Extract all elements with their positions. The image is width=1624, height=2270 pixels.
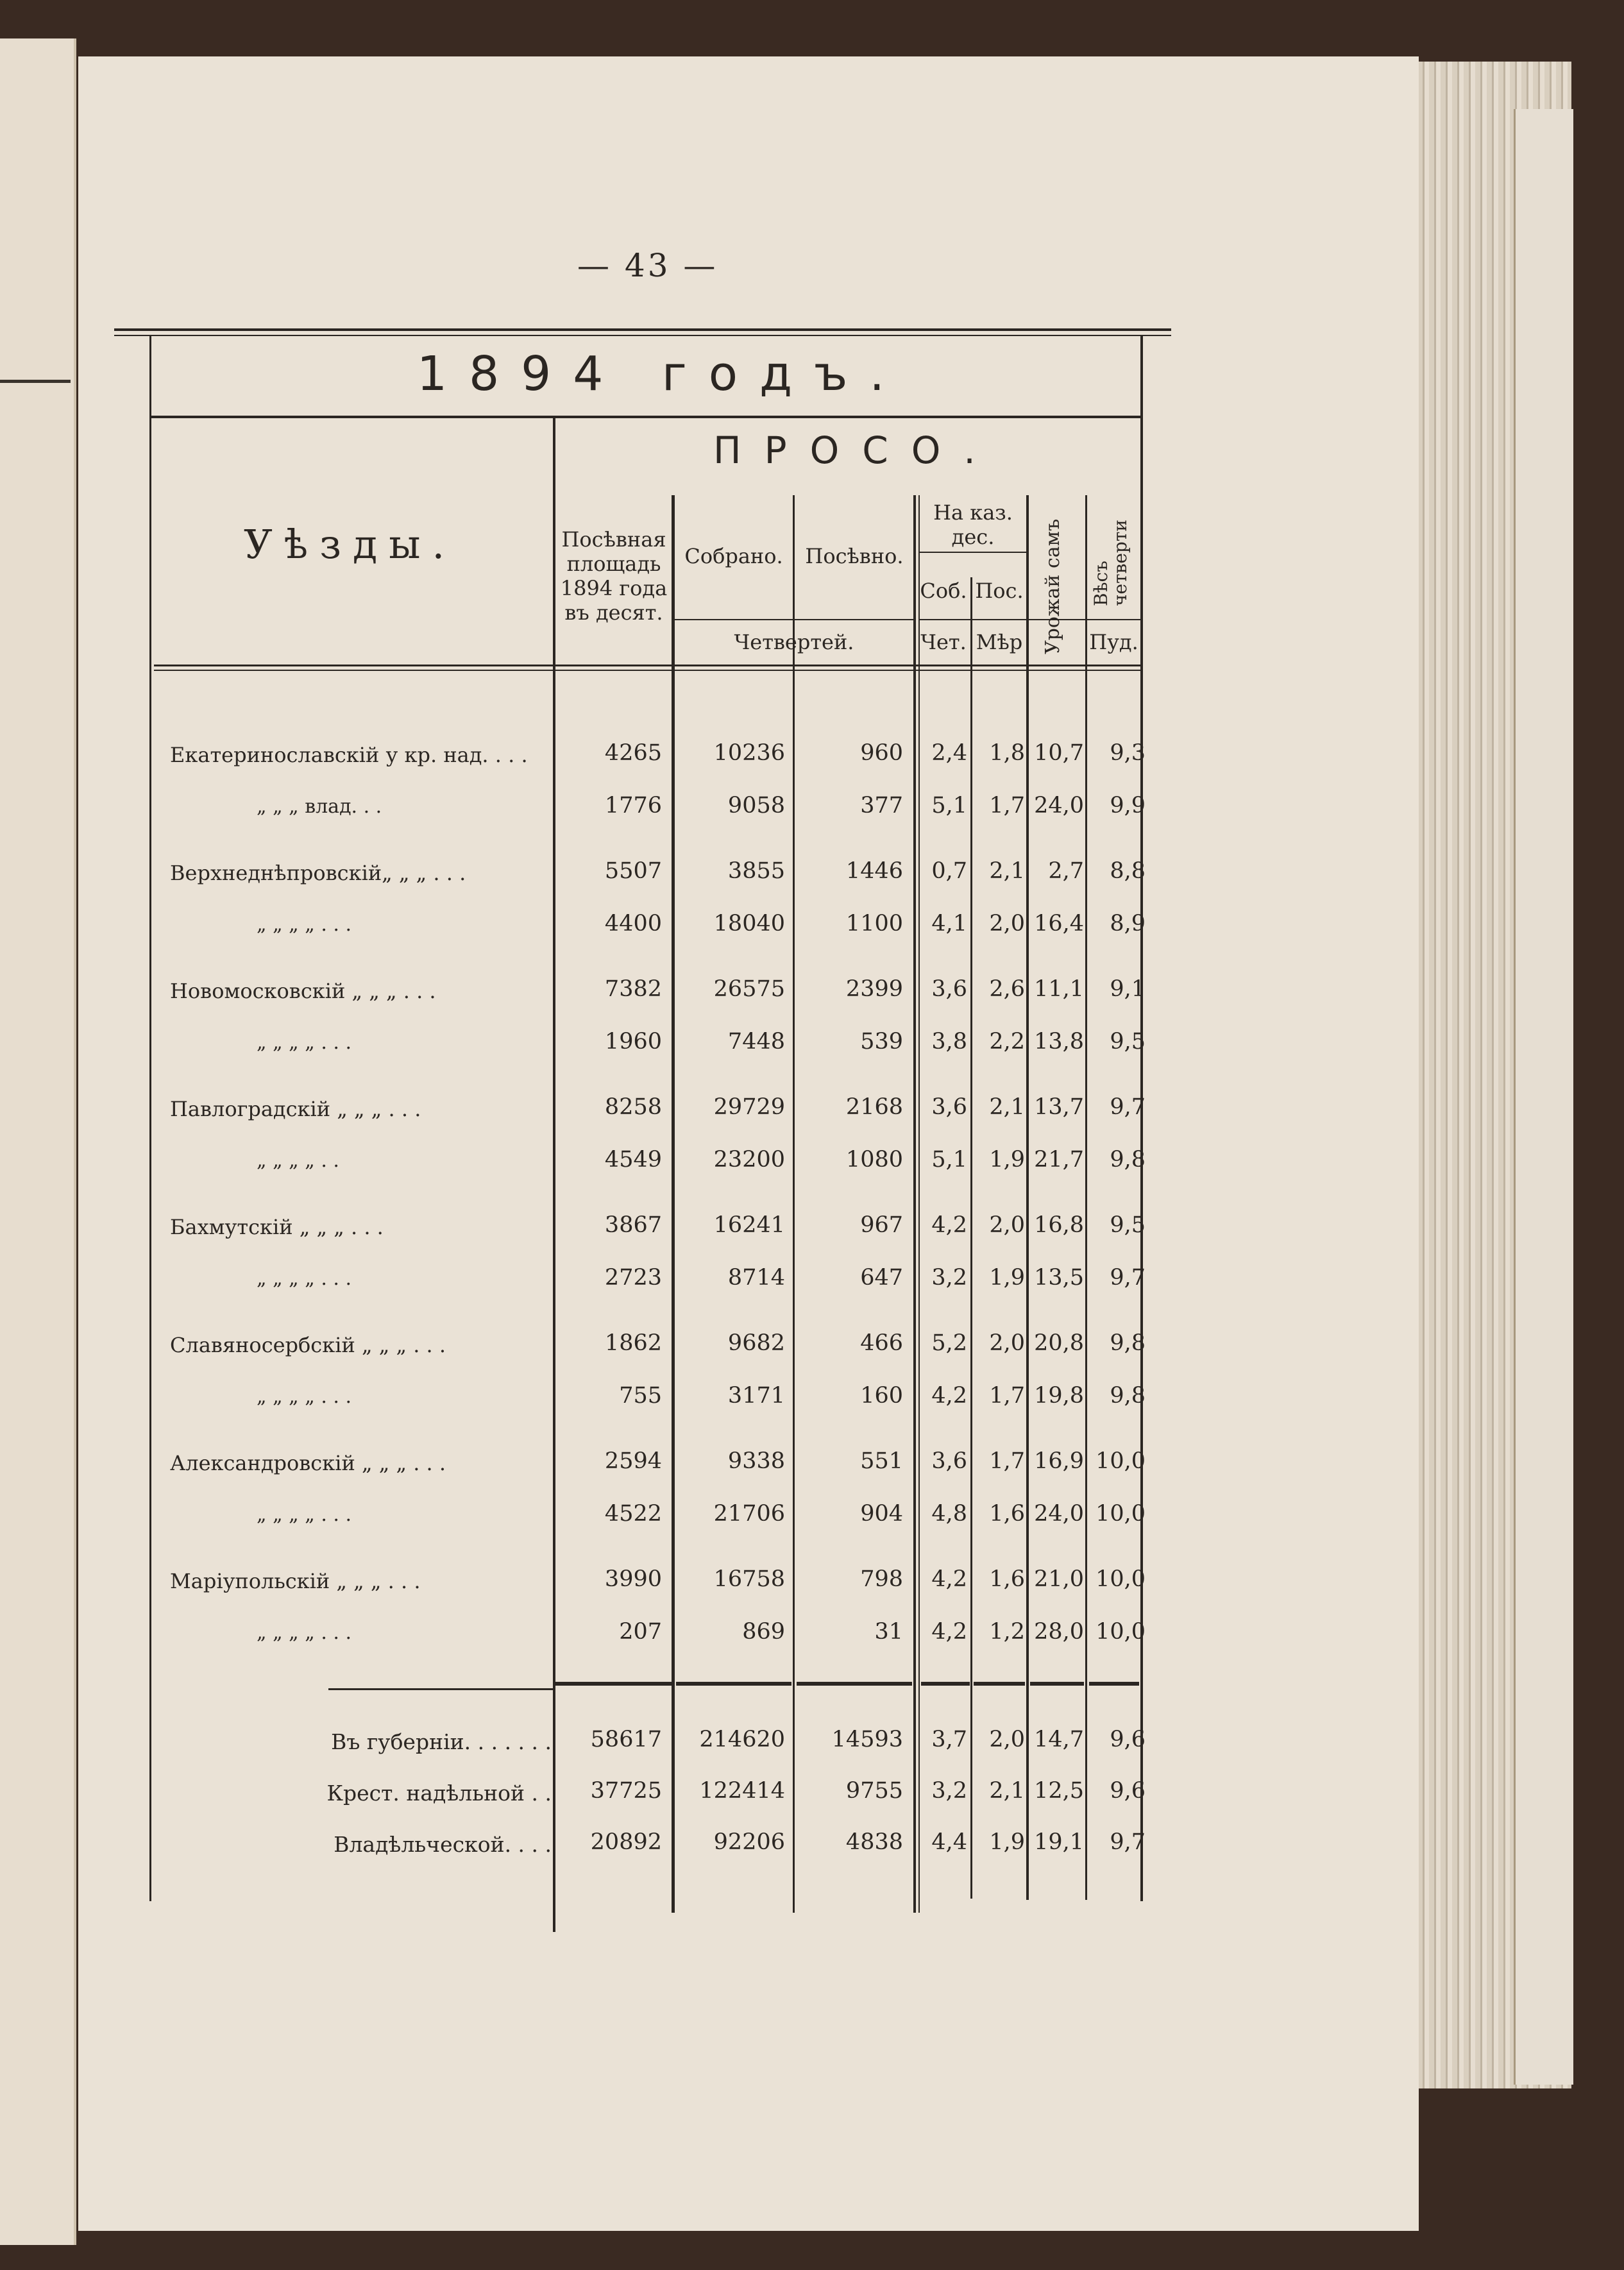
cell-pos: 2,1 bbox=[989, 1094, 1025, 1120]
col-line-collected bbox=[793, 495, 795, 1913]
cell-yld: 14,7 bbox=[1034, 1727, 1084, 1752]
district-name: „ „ „ влад. . . bbox=[257, 795, 382, 818]
col-line-area bbox=[672, 495, 675, 1913]
cell-wt: 9,9 bbox=[1110, 793, 1146, 818]
cell-sob: 0,7 bbox=[931, 858, 967, 884]
cell-area: 3990 bbox=[604, 1566, 662, 1592]
cell-wt: 10,0 bbox=[1095, 1619, 1146, 1645]
yield-header: Урожай самъ bbox=[1042, 518, 1064, 654]
cell-sob: 4,1 bbox=[931, 911, 967, 936]
cell-sob: 3,6 bbox=[931, 1448, 967, 1474]
cell-coll: 18040 bbox=[713, 911, 785, 936]
cell-pos: 1,9 bbox=[989, 1829, 1025, 1855]
cell-sob: 4,2 bbox=[931, 1383, 967, 1409]
cell-yld: 28,0 bbox=[1034, 1619, 1084, 1645]
back-cover-edge bbox=[1514, 109, 1573, 2085]
cell-wt: 9,3 bbox=[1110, 740, 1146, 766]
cell-area: 4549 bbox=[604, 1147, 662, 1173]
cell-coll: 7448 bbox=[727, 1029, 785, 1055]
cell-sown: 2168 bbox=[845, 1094, 903, 1120]
cell-yld: 12,5 bbox=[1034, 1778, 1084, 1804]
cell-yld: 19,8 bbox=[1034, 1383, 1084, 1409]
cell-sob: 5,1 bbox=[931, 1147, 967, 1173]
cell-pos: 2,1 bbox=[989, 858, 1025, 884]
cell-sown: 647 bbox=[860, 1265, 903, 1291]
table-title: 1894 годъ. bbox=[417, 346, 906, 402]
cell-yld: 11,1 bbox=[1034, 976, 1084, 1002]
cell-wt: 8,8 bbox=[1110, 858, 1146, 884]
cell-coll: 10236 bbox=[713, 740, 785, 766]
rule-chetvertei bbox=[675, 619, 913, 620]
totals-rule-sob bbox=[921, 1682, 970, 1686]
cell-sob: 3,2 bbox=[931, 1265, 967, 1291]
cell-coll: 21706 bbox=[713, 1501, 785, 1527]
page-number: — 43 — bbox=[577, 247, 718, 284]
district-name: Новомосковскій „ „ „ . . . bbox=[170, 979, 436, 1003]
cell-sown: 960 bbox=[860, 740, 903, 766]
cell-wt: 9,1 bbox=[1110, 976, 1146, 1002]
cell-pos: 1,7 bbox=[989, 1448, 1025, 1474]
pos-header: Пос. bbox=[975, 579, 1024, 603]
cell-wt: 9,7 bbox=[1110, 1265, 1146, 1291]
cell-coll: 92206 bbox=[713, 1829, 785, 1855]
cell-sown: 377 bbox=[860, 793, 903, 818]
cell-yld: 21,0 bbox=[1034, 1566, 1084, 1592]
cell-sown: 14593 bbox=[831, 1727, 903, 1752]
cell-pos: 2,2 bbox=[989, 1029, 1025, 1055]
district-name: „ „ „ „ . . . bbox=[257, 913, 351, 936]
collected-header: Собрано. bbox=[684, 544, 783, 568]
cell-sown: 160 bbox=[860, 1383, 903, 1409]
cell-wt: 9,8 bbox=[1110, 1383, 1146, 1409]
district-name: Александровскій „ „ „ . . . bbox=[170, 1451, 446, 1475]
rule-per-des bbox=[920, 552, 1026, 553]
cell-coll: 122414 bbox=[699, 1778, 785, 1804]
cell-sob: 3,6 bbox=[931, 976, 967, 1002]
cell-coll: 9058 bbox=[727, 793, 785, 818]
chetvertei-header: Четвертей. bbox=[734, 630, 854, 654]
cell-area: 2723 bbox=[604, 1265, 662, 1291]
cell-sown: 904 bbox=[860, 1501, 903, 1527]
cell-sob: 3,7 bbox=[931, 1727, 967, 1752]
col-line-sob bbox=[970, 577, 972, 1899]
cell-pos: 2,0 bbox=[989, 1212, 1025, 1238]
district-name: „ „ „ „ . . bbox=[257, 1149, 339, 1172]
cell-coll: 3171 bbox=[727, 1383, 785, 1409]
header-bottom-rule bbox=[154, 665, 1140, 666]
cell-coll: 26575 bbox=[713, 976, 785, 1002]
district-name: Бахмутскій „ „ „ . . . bbox=[170, 1215, 384, 1239]
per-des-header: На каз. дес. bbox=[933, 500, 1013, 549]
cell-coll: 23200 bbox=[713, 1147, 785, 1173]
cell-coll: 16758 bbox=[713, 1566, 785, 1592]
district-name: Павлоградскій „ „ „ . . . bbox=[170, 1097, 421, 1121]
cell-pos: 1,9 bbox=[989, 1265, 1025, 1291]
cell-yld: 24,0 bbox=[1034, 1501, 1084, 1527]
cell-coll: 16241 bbox=[713, 1212, 785, 1238]
left-page-edge bbox=[0, 38, 76, 2245]
cell-wt: 9,8 bbox=[1110, 1330, 1146, 1356]
cell-coll: 9338 bbox=[727, 1448, 785, 1474]
cell-sob: 4,2 bbox=[931, 1212, 967, 1238]
cell-wt: 10,0 bbox=[1095, 1501, 1146, 1527]
cell-area: 8258 bbox=[604, 1094, 662, 1120]
sob-header: Соб. bbox=[920, 579, 967, 603]
cell-yld: 24,0 bbox=[1034, 793, 1084, 818]
col-line-sown bbox=[913, 495, 916, 1913]
cell-pos: 2,6 bbox=[989, 976, 1025, 1002]
cell-area: 37725 bbox=[590, 1778, 662, 1804]
cell-area: 4265 bbox=[604, 740, 662, 766]
cell-area: 5507 bbox=[604, 858, 662, 884]
col-line-district bbox=[553, 418, 555, 1932]
cell-sown: 967 bbox=[860, 1212, 903, 1238]
cell-sown: 1100 bbox=[845, 911, 903, 936]
cell-yld: 13,7 bbox=[1034, 1094, 1084, 1120]
totals-rule-sown bbox=[797, 1682, 912, 1686]
cell-wt: 9,7 bbox=[1110, 1829, 1146, 1855]
district-name: Славяносербскій „ „ „ . . . bbox=[170, 1333, 446, 1357]
cell-pos: 1,6 bbox=[989, 1566, 1025, 1592]
cell-sob: 5,1 bbox=[931, 793, 967, 818]
cell-area: 4522 bbox=[604, 1501, 662, 1527]
cell-pos: 1,7 bbox=[989, 793, 1025, 818]
total-label: Въ губерніи. . . . . . . bbox=[331, 1729, 552, 1754]
cell-sob: 4,8 bbox=[931, 1501, 967, 1527]
total-label: Владѣльческой. . . . bbox=[334, 1832, 552, 1857]
cell-sown: 1446 bbox=[845, 858, 903, 884]
district-name: Екатеринославскій у кр. над. . . . bbox=[170, 743, 528, 767]
cell-sob: 2,4 bbox=[931, 740, 967, 766]
cell-sob: 4,4 bbox=[931, 1829, 967, 1855]
cell-yld: 19,1 bbox=[1034, 1829, 1084, 1855]
cell-yld: 21,7 bbox=[1034, 1147, 1084, 1173]
cell-sown: 466 bbox=[860, 1330, 903, 1356]
totals-rule-yield bbox=[1030, 1682, 1084, 1686]
sown-header: Посѣвно. bbox=[805, 544, 904, 568]
cell-area: 7382 bbox=[604, 976, 662, 1002]
cell-sown: 2399 bbox=[845, 976, 903, 1002]
cell-sown: 31 bbox=[874, 1619, 903, 1645]
totals-rule-area bbox=[555, 1682, 673, 1686]
cell-area: 2594 bbox=[604, 1448, 662, 1474]
cell-sown: 9755 bbox=[845, 1778, 903, 1804]
cell-area: 1862 bbox=[604, 1330, 662, 1356]
col-line-yield bbox=[1085, 495, 1087, 1900]
district-header: Уѣзды. bbox=[244, 521, 457, 568]
cell-coll: 9682 bbox=[727, 1330, 785, 1356]
cell-area: 755 bbox=[619, 1383, 662, 1409]
district-name: Верхнеднѣпровскій„ „ „ . . . bbox=[170, 861, 466, 885]
col-line-pos bbox=[1026, 495, 1029, 1900]
cell-area: 4400 bbox=[604, 911, 662, 936]
cell-pos: 2,0 bbox=[989, 911, 1025, 936]
totals-rule-pos bbox=[974, 1682, 1025, 1686]
cell-yld: 2,7 bbox=[1048, 858, 1084, 884]
district-name: „ „ „ „ . . . bbox=[257, 1031, 351, 1054]
cell-wt: 9,6 bbox=[1110, 1727, 1146, 1752]
totals-rule-left bbox=[328, 1688, 553, 1690]
total-label: Крест. надѣльной . . bbox=[326, 1781, 552, 1806]
cell-sown: 798 bbox=[860, 1566, 903, 1592]
rule-units bbox=[920, 619, 1140, 620]
cell-yld: 16,9 bbox=[1034, 1448, 1084, 1474]
cell-wt: 9,5 bbox=[1110, 1029, 1146, 1055]
cell-coll: 214620 bbox=[699, 1727, 785, 1752]
crop-title: ПРОСО. bbox=[713, 428, 999, 472]
title-underline bbox=[151, 416, 1140, 418]
cell-wt: 8,9 bbox=[1110, 911, 1146, 936]
cell-sown: 1080 bbox=[845, 1147, 903, 1173]
cell-pos: 1,2 bbox=[989, 1619, 1025, 1645]
district-name: „ „ „ „ . . . bbox=[257, 1385, 351, 1408]
top-rule-thin bbox=[114, 335, 1171, 336]
cell-wt: 10,0 bbox=[1095, 1448, 1146, 1474]
cell-coll: 8714 bbox=[727, 1265, 785, 1291]
cell-pos: 2,0 bbox=[989, 1330, 1025, 1356]
cell-coll: 3855 bbox=[727, 858, 785, 884]
cell-coll: 29729 bbox=[713, 1094, 785, 1120]
totals-rule-collected bbox=[676, 1682, 791, 1686]
cell-sob: 3,6 bbox=[931, 1094, 967, 1120]
cell-yld: 20,8 bbox=[1034, 1330, 1084, 1356]
pud-header: Пуд. bbox=[1089, 630, 1138, 654]
area-header: Посѣвная площадь 1894 года въ десят. bbox=[560, 527, 668, 625]
cell-yld: 10,7 bbox=[1034, 740, 1084, 766]
top-rule bbox=[114, 328, 1171, 331]
cell-yld: 13,8 bbox=[1034, 1029, 1084, 1055]
cell-pos: 2,0 bbox=[989, 1727, 1025, 1752]
cell-pos: 1,8 bbox=[989, 740, 1025, 766]
cell-area: 207 bbox=[619, 1619, 662, 1645]
header-bottom-rule-thin bbox=[154, 670, 1140, 671]
cell-wt: 9,5 bbox=[1110, 1212, 1146, 1238]
cell-pos: 1,7 bbox=[989, 1383, 1025, 1409]
cell-area: 3867 bbox=[604, 1212, 662, 1238]
cell-wt: 9,8 bbox=[1110, 1147, 1146, 1173]
cell-wt: 10,0 bbox=[1095, 1566, 1146, 1592]
cell-wt: 9,6 bbox=[1110, 1778, 1146, 1804]
cell-sob: 5,2 bbox=[931, 1330, 967, 1356]
frame-left-line bbox=[149, 336, 151, 1901]
cell-yld: 16,8 bbox=[1034, 1212, 1084, 1238]
mer-header: Мѣр bbox=[976, 630, 1023, 654]
district-name: Маріупольскій „ „ „ . . . bbox=[170, 1569, 421, 1593]
cell-sown: 4838 bbox=[845, 1829, 903, 1855]
cell-sob: 3,8 bbox=[931, 1029, 967, 1055]
district-name: „ „ „ „ . . . bbox=[257, 1622, 351, 1644]
cell-pos: 2,1 bbox=[989, 1778, 1025, 1804]
district-name: „ „ „ „ . . . bbox=[257, 1503, 351, 1526]
left-page-rule bbox=[0, 380, 71, 383]
cell-sown: 539 bbox=[860, 1029, 903, 1055]
cell-sown: 551 bbox=[860, 1448, 903, 1474]
col-line-sown-b bbox=[918, 495, 920, 1913]
chet-header: Чет. bbox=[920, 630, 967, 654]
cell-area: 58617 bbox=[590, 1727, 662, 1752]
cell-area: 1776 bbox=[604, 793, 662, 818]
totals-rule-weight bbox=[1089, 1682, 1139, 1686]
weight-header: Вѣсъ четверти bbox=[1090, 520, 1131, 606]
cell-pos: 1,6 bbox=[989, 1501, 1025, 1527]
cell-pos: 1,9 bbox=[989, 1147, 1025, 1173]
cell-yld: 13,5 bbox=[1034, 1265, 1084, 1291]
cell-wt: 9,7 bbox=[1110, 1094, 1146, 1120]
cell-area: 20892 bbox=[590, 1829, 662, 1855]
cell-sob: 3,2 bbox=[931, 1778, 967, 1804]
cell-coll: 869 bbox=[742, 1619, 785, 1645]
cell-sob: 4,2 bbox=[931, 1619, 967, 1645]
cell-area: 1960 bbox=[604, 1029, 662, 1055]
district-name: „ „ „ „ . . . bbox=[257, 1267, 351, 1290]
cell-sob: 4,2 bbox=[931, 1566, 967, 1592]
cell-yld: 16,4 bbox=[1034, 911, 1084, 936]
